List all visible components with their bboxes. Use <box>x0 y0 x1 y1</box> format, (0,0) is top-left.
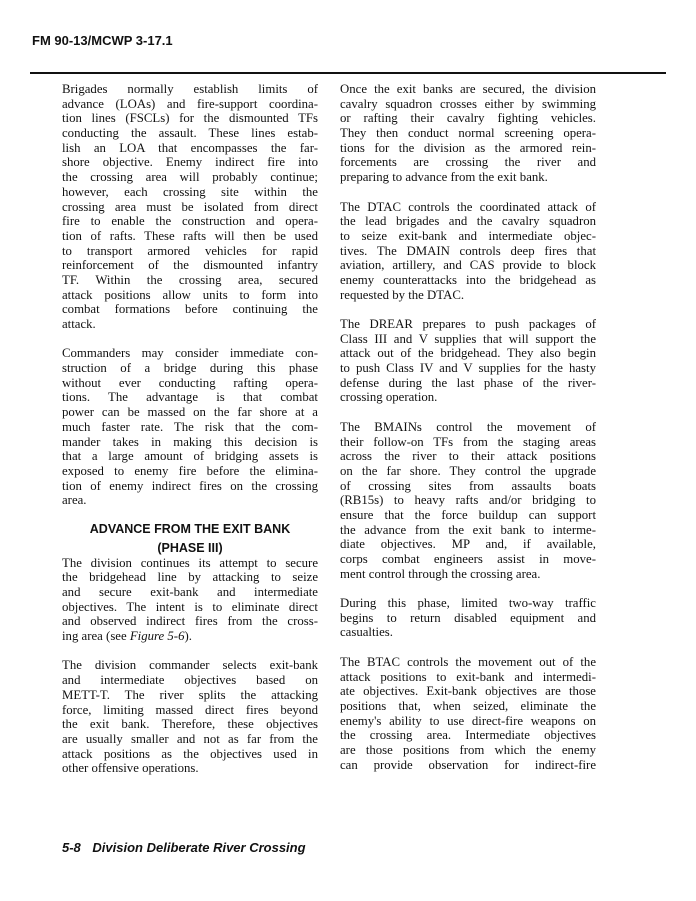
paragraph <box>340 200 596 303</box>
text-line: crossing operation. <box>340 390 438 405</box>
section-subheading: (PHASE III) <box>157 540 223 555</box>
text-line: to seize exit-bank and intermediate objec- <box>340 228 596 243</box>
running-header: FM 90-13/MCWP 3-17.1 <box>32 33 173 48</box>
text-line: tions. The advantage is that combat <box>62 390 318 405</box>
text-line: can provide observation for indirect-fire <box>340 757 596 772</box>
text-line: Brigades normally establish limits of <box>62 82 318 96</box>
text-line: positions that, when seized, eliminate the <box>340 698 596 713</box>
paragraph <box>340 420 596 582</box>
paragraph <box>340 655 596 773</box>
text-line: tion lines (FSCLs) for the dismounted TFs <box>62 111 318 126</box>
text-line <box>62 629 318 644</box>
text-line: conducting the assault. These lines estab- <box>62 126 318 141</box>
text-line: across the river to their attack positions <box>340 449 596 464</box>
text-line: aviation, artillery, and CAS provide to block <box>340 258 596 273</box>
right-column <box>340 82 596 787</box>
text-line: struction of a bridge during this phase <box>62 361 318 376</box>
text-line: shore objective. Enemy indirect fire into <box>62 155 318 170</box>
text-line: cavalry squadron crosses either by swimming <box>340 96 596 111</box>
text-line: are usually smaller and not as far from the <box>62 731 318 746</box>
text-line: and intermediate objectives based on <box>62 673 318 688</box>
page-number: 5-8 <box>62 840 81 855</box>
text-line: their follow-on TFs from the staging areas <box>340 434 596 449</box>
text-line: attack out of the bridgehead. They also begin <box>340 346 596 361</box>
paragraph <box>62 556 318 644</box>
text-line: area. <box>62 493 87 508</box>
text-line: force, limiting massed direct fires beyond <box>62 702 318 717</box>
section-heading: ADVANCE FROM THE EXIT BANK <box>89 521 291 536</box>
paragraph <box>62 658 318 776</box>
text-line: the lead brigades and the cavalry squadron <box>340 214 596 229</box>
text-line: The DREAR prepares to push packages of <box>340 317 596 331</box>
text-line: casualties. <box>340 625 393 640</box>
text-line: reinforcement of the dismounted infantry <box>62 258 318 273</box>
text-line: other offensive operations. <box>62 761 199 776</box>
paragraph <box>340 596 596 640</box>
text-line: the bridgehead line by attacking to seize <box>62 570 318 585</box>
text-line: attack positions to exit-bank and intermedi- <box>340 669 596 684</box>
text-line: fire to enable the construction and opera- <box>62 214 318 229</box>
text-line: Commanders may consider immediate con- <box>62 346 318 361</box>
left-column <box>62 82 318 791</box>
paragraph <box>62 346 318 508</box>
text-line: The division continues its attempt to secure <box>62 555 318 570</box>
text-line: to push Class IV and V supplies for the hasty <box>340 361 596 376</box>
text-line: corps combat engineers assist in move- <box>340 552 596 566</box>
text-line: the crossing area. Intermediate objectives <box>340 728 596 743</box>
text-line: The division commander selects exit-bank <box>62 658 318 673</box>
paragraph <box>340 82 596 185</box>
paragraph <box>340 317 596 405</box>
text-line: (RB15s) to heavy rafts and/or bridging to <box>340 493 596 508</box>
text-line: ate objectives. Exit-bank objectives are those <box>340 684 596 699</box>
text-line: and observed indirect fires from the cross- <box>62 614 318 629</box>
text-line: the exit bank. Therefore, these objectives <box>62 717 318 732</box>
text-line: tion of rafts. These rafts will then be used <box>62 228 318 243</box>
text-line: mander takes in making this decision is <box>62 434 318 449</box>
text-line: crossing area must be isolated from direct <box>62 199 318 214</box>
text-segment: ing area (see <box>62 629 130 644</box>
text-line: enemy's ability to use direct-fire weapons on <box>340 713 596 728</box>
paragraph <box>62 82 318 332</box>
text-line: much faster rate. The risk that the com- <box>62 419 318 434</box>
text-line: requested by the DTAC. <box>340 287 465 302</box>
header-rule <box>30 72 666 74</box>
text-line: that a large amount of bridging assets is <box>62 449 318 464</box>
text-line: diate objectives. MP and, if available, <box>340 537 596 552</box>
page-footer <box>62 840 314 855</box>
text-line: enemy counterattacks into the bridgehead as <box>340 272 596 287</box>
text-line: to transport armored vehicles for rapid <box>62 243 318 258</box>
text-line: METT-T. The river splits the attacking <box>62 687 318 702</box>
text-line: exposed to enemy fire before the elimina- <box>62 463 318 478</box>
text-line: TF. Within the crossing area, secured <box>62 272 318 287</box>
text-line: tion of enemy indirect fires on the crossing <box>62 478 318 493</box>
text-line: attack positions allow units to form into <box>62 287 318 302</box>
text-line: forcements are crossing the river and <box>340 155 596 170</box>
text-line: attack. <box>62 317 96 331</box>
text-segment: ). <box>184 629 192 644</box>
text-line: are those positions from which the enemy <box>340 742 596 757</box>
text-line: lish an LOA that encompasses the far- <box>62 140 318 155</box>
text-line: combat formations before continuing the <box>62 302 318 317</box>
text-line: defense during the last phase of the river- <box>340 375 596 390</box>
text-line: The BTAC controls the movement out of the <box>340 654 596 669</box>
chapter-title: Division Deliberate River Crossing <box>92 840 306 855</box>
text-line: advance (LOAs) and fire-support coordina- <box>62 96 318 111</box>
text-line: During this phase, limited two-way traffic <box>340 596 596 611</box>
text-line: of crossing sites from assaults boats <box>340 478 596 493</box>
text-line: tions for the division as the armored rein- <box>340 140 596 155</box>
text-line: ment control through the crossing area. <box>340 566 541 581</box>
text-line: on the far shore. They control the upgrade <box>340 463 596 478</box>
text-line: preparing to advance from the exit bank. <box>340 170 548 185</box>
text-line: They then conduct normal screening opera- <box>340 126 596 141</box>
text-line: without ever conducting rafting opera- <box>62 375 318 390</box>
text-line: however, each crossing site within the <box>62 184 318 199</box>
text-line: Once the exit banks are secured, the division <box>340 82 596 96</box>
figure-reference: Figure 5-6 <box>129 629 185 644</box>
text-line: power can be massed on the far shore at a <box>62 405 318 420</box>
text-line: Class III and V supplies that will support the <box>340 331 596 346</box>
text-line: ensure that the force buildup can support <box>340 507 596 522</box>
text-line: tives. The DMAIN controls deep fires that <box>340 243 596 258</box>
text-line: or rafting their cavalry fighting vehicles. <box>340 111 596 126</box>
text-line: attack positions as the objectives used in <box>62 746 318 761</box>
text-line: The DTAC controls the coordinated attack of <box>340 199 596 214</box>
text-line: the crossing area will probably continue; <box>62 170 318 185</box>
text-line: the advance from the exit bank to interme- <box>340 522 596 537</box>
text-line: The BMAINs control the movement of <box>340 419 596 434</box>
text-line: and secure exit-bank and intermediate <box>62 585 318 599</box>
text-line: objectives. The intent is to eliminate direct <box>62 599 318 614</box>
text-line: begins to return disabled equipment and <box>340 610 596 625</box>
